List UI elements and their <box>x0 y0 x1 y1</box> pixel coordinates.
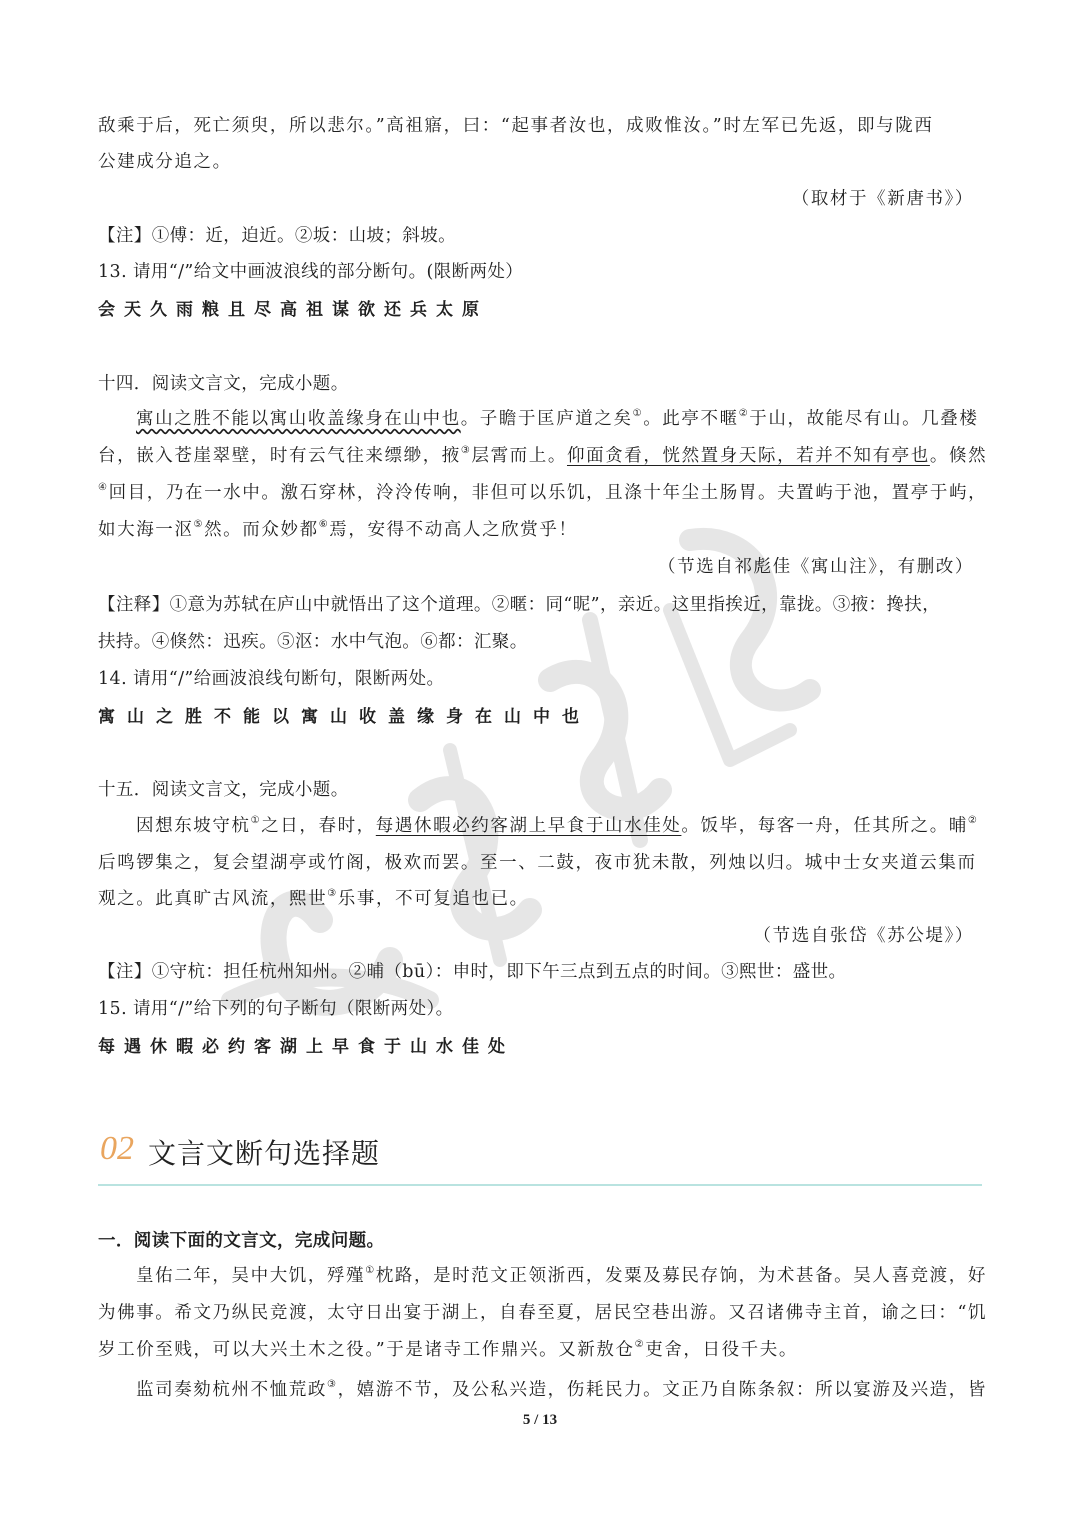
passage-line: ④回目，乃在一水中。激石穿林，泠泠传响，非但可以乐饥，且涤十年尘土肠胃。夫置屿于池，置亭于屿， <box>98 482 988 503</box>
annotation-note: 【注】①傅：近，迫近。②坂：山坡；斜坡。 <box>98 226 456 246</box>
section-divider <box>98 1184 982 1186</box>
section-title: 文言文断句选择题 <box>148 1137 381 1170</box>
source-citation: （节选自祁彪佳《寓山注》，有删改） <box>658 557 974 577</box>
source-citation: （节选自张岱《苏公堤》） <box>753 926 974 946</box>
answer-15: 每遇休暇必约客湖上早食于山水佳处 <box>98 1037 514 1057</box>
passage-line: 为佛事。希文乃纵民竞渡，太守日出宴于湖上，自春至夏，居民空巷出游。又召诸佛寺主首，谕之曰：“饥 <box>98 1303 988 1323</box>
page-number: 5 / 13 <box>522 1412 558 1428</box>
passage-line: 寓山之胜不能以寓山收盖缘身在山中也。子瞻于匡庐道之矣①。此亭不暱②于山，故能尽有山。几叠楼 <box>136 408 979 429</box>
wavy-underline-phrase: 寓山之胜不能以寓山收盖缘身在山中也 <box>136 409 461 429</box>
section-number: 02 <box>100 1130 134 1167</box>
annotation-note: 扶持。④倏然：迅疾。⑤沤：水中气泡。⑥都：汇聚。 <box>98 632 528 652</box>
question-15: 15. 请用“/”给下列的句子断句（限断两处）。 <box>98 999 454 1019</box>
question-heading-15: 十五．阅读文言文，完成小题。 <box>98 780 349 800</box>
question-13: 13. 请用“/”给文中画波浪线的部分断句。(限断两处） <box>98 262 524 282</box>
footnote-marker: ③ <box>327 888 338 899</box>
passage-line: 皇佑二年，吴中大饥，殍殣①枕路，是时范文正领浙西，发粟及募民存饷，为术甚备。吴人喜竞渡，好 <box>136 1265 987 1286</box>
passage-line: 因想东坡守杭①之日，春时，每遇休暇必约客湖上早食于山水佳处。饭毕，每客一舟，任其所之。晡② <box>136 815 979 836</box>
passage-line: 如大海一沤⑤然。而众妙都⑥焉，安得不动高人之欣赏乎！ <box>98 519 578 540</box>
section-header <box>98 1128 982 1188</box>
passage-line: 岁工价至贱，可以大兴土木之役。”于是诸寺工作鼎兴。又新敖仓②吏舍，日役千夫。 <box>98 1339 798 1360</box>
footnote-marker: ① <box>250 815 262 826</box>
passage-line: 观之。此真旷古风流，熙世③乐事，不可复追也已。 <box>98 888 529 909</box>
passage-line: 监司奏劾杭州不恤荒政③，嬉游不节，及公私兴造，伤耗民力。文正乃自陈条叙：所以宴游及兴造，皆 <box>136 1379 987 1400</box>
footnote-marker: ⑥ <box>318 519 330 530</box>
footnote-marker: ⑤ <box>193 519 205 530</box>
footnote-marker: ① <box>365 1265 376 1276</box>
footnote-marker: ② <box>634 1339 646 1350</box>
underlined-phrase: 每遇休暇必约客湖上早食于山水佳处 <box>375 816 682 836</box>
annotation-note: 【注】①守杭：担任杭州知州。②晡（bū）：申时，即下午三点到五点的时间。③熙世：盛世。 <box>98 962 847 982</box>
footnote-marker: ② <box>738 408 750 419</box>
footnote-marker: ② <box>967 815 979 826</box>
underlined-phrase: 仰面贪看，恍然置身天际，若并不知有亭也 <box>566 446 930 466</box>
annotation-note: 【注释】①意为苏轼在庐山中就悟出了这个道理。②暱：同“昵”，亲近。这里指挨近，靠拢。③掖：搀扶， <box>98 595 941 615</box>
source-citation: （取材于《新唐书》） <box>791 189 974 209</box>
footnote-marker: ④ <box>98 482 109 493</box>
passage-line: 台，嵌入苍崖翠壁，时有云气往来缥缈，掖③层霄而上。仰面贪看，恍然置身天际，若并不知有亭也。倏然 <box>98 445 988 466</box>
footnote-marker: ① <box>632 408 644 419</box>
passage-line: 后鸣锣集之，复会望湖亭或竹阁，极欢而罢。至一、二鼓，夜市犹未散，列烛以归。城中士女夹道云集而 <box>98 853 977 873</box>
footnote-marker: ③ <box>460 445 472 456</box>
question-heading-1: 一．阅读下面的文言文，完成问题。 <box>98 1231 385 1251</box>
answer-14: 寓山之胜不能以寓山收盖缘身在山中也 <box>98 707 591 727</box>
question-14: 14. 请用“/”给画波浪线句断句，限断两处。 <box>98 669 445 689</box>
question-heading-14: 十四．阅读文言文，完成小题。 <box>98 374 349 394</box>
passage-line: 敌乘于后，死亡须臾，所以悲尔。”高祖寤，曰：“起事者汝也，成败惟汝。”时左军已先返，即与陇西 <box>98 116 934 136</box>
passage-line: 公建成分追之。 <box>98 152 232 172</box>
footnote-marker: ③ <box>327 1379 338 1390</box>
answer-13: 会天久雨粮且尽高祖谋欲还兵太原 <box>98 300 488 320</box>
